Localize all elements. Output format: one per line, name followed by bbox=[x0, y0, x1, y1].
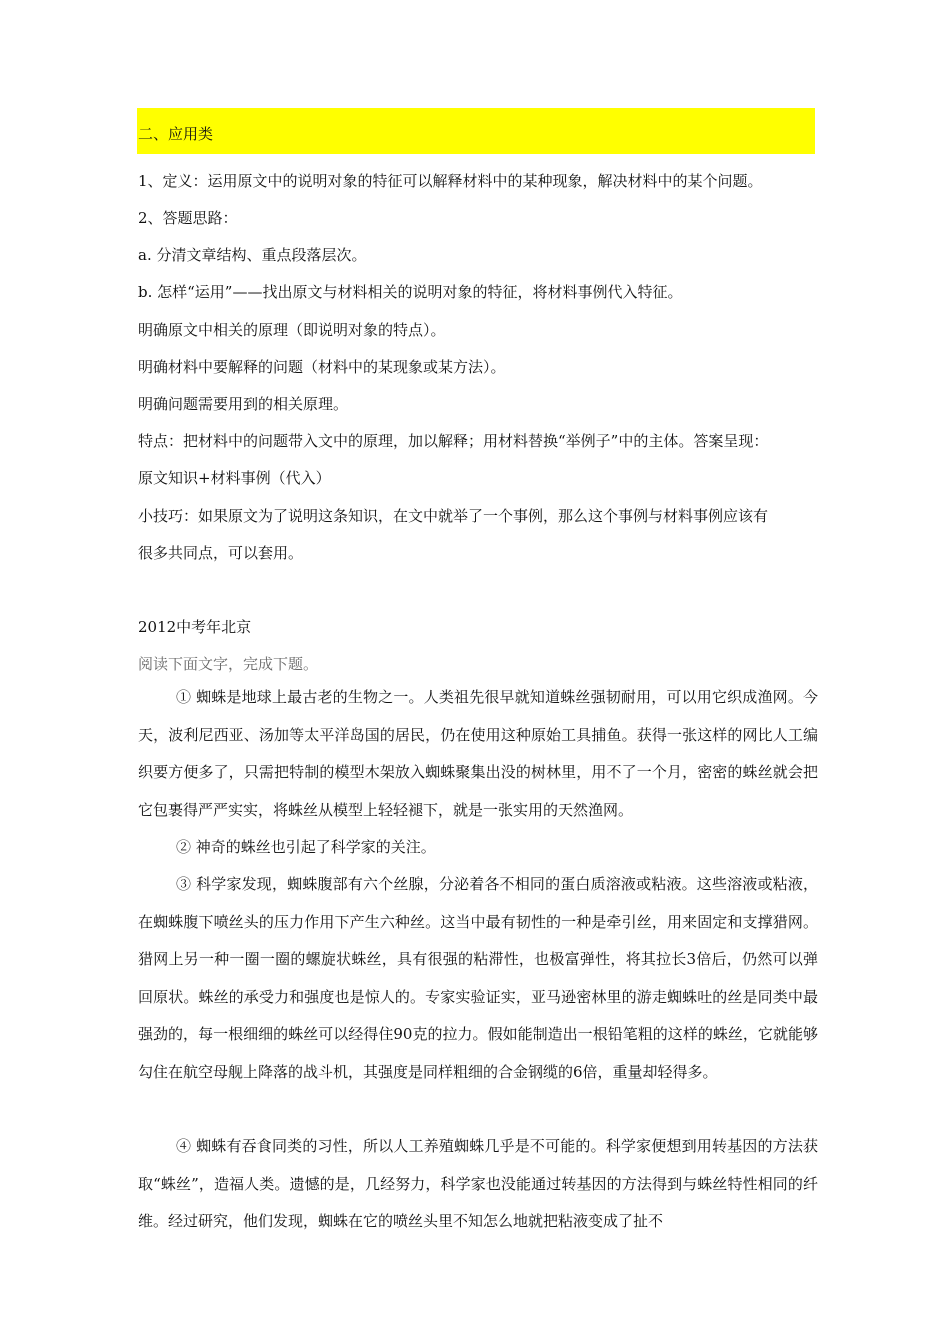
article-paragraph-3: ③ 科学家发现，蜘蛛腹部有六个丝腺，分泌着各不相同的蛋白质溶液或粘液。这些溶液或粘液，在蜘蛛腹下喷丝头的压力作用下产生六种丝。这当中最有韧性的一种是牵引丝，用来固定和支撑猎网。猎网上另一种一圈一圈的螺旋状蛛丝，具有很强的粘滞性，也极富弹性，将其拉长3倍后，仍然可以弹回原状。蛛丝的承受力和强度也是惊人的。专家实验证实，亚马逊密林里的游走蜘蛛吐的丝是同类中最强劲的，每一根细细的蛛丝可以经得住90克的拉力。假如能制造出一根铅笔粗的这样的蛛丝，它就能够勾住在航空母舰上降落的战斗机，其强度是同样粗细的合金钢缆的6倍，重量却轻得多。 bbox=[138, 875, 818, 1081]
exam-title: 2012中考年北京 bbox=[138, 618, 252, 636]
clarify-principle-text: 明确原文中相关的原理（即说明对象的特点）。 bbox=[138, 321, 446, 339]
feature-text-line1: 特点：把材料中的问题带入文中的原理，加以解释；用材料替换“举例子”中的主体。答案呈现： bbox=[138, 432, 769, 450]
feature-text-line2: 原文知识+材料事例（代入） bbox=[138, 469, 331, 487]
reading-instruction: 阅读下面文字，完成下题。 bbox=[138, 655, 319, 673]
article-paragraph-2: ② 神奇的蛛丝也引起了科学家的关注。 bbox=[176, 838, 436, 856]
article-paragraph-4: ④ 蜘蛛有吞食同类的习性，所以人工养殖蜘蛛几乎是不可能的。科学家便想到用转基因的方法获取“蛛丝”，造福人类。遗憾的是，几经努力，科学家也没能通过转基因的方法得到与蛛丝特性相同的纤维。经过研究，他们发现，蜘蛛在它的喷丝头里不知怎么地就把粘液变成了扯不 bbox=[138, 1137, 818, 1231]
article-paragraph-1: ① 蜘蛛是地球上最古老的生物之一。人类祖先很早就知道蛛丝强韧耐用，可以用它织成渔网。今天，波利尼西亚、汤加等太平洋岛国的居民，仍在使用这种原始工具捕鱼。获得一张这样的网比人工编织要方便多了，只需把特制的模型木架放入蜘蛛聚集出没的树林里，用不了一个月，密密的蛛丝就会把它包裹得严严实实，将蛛丝从模型上轻轻褪下，就是一张实用的天然渔网。 bbox=[138, 688, 818, 819]
approach-title: 2、答题思路： bbox=[138, 209, 238, 227]
definition-text: 1、定义：运用原文中的说明对象的特征可以解释材料中的某种现象，解决材料中的某个问题。 bbox=[138, 172, 763, 190]
section-title: 二、应用类 bbox=[138, 125, 214, 143]
clarify-relation-text: 明确问题需要用到的相关原理。 bbox=[138, 395, 349, 413]
step-a-text: a. 分清文章结构、重点段落层次。 bbox=[138, 246, 367, 264]
clarify-problem-text: 明确材料中要解释的问题（材料中的某现象或某方法）。 bbox=[138, 358, 506, 376]
tip-text-line1: 小技巧：如果原文为了说明这条知识，在文中就举了一个事例，那么这个事例与材料事例应该有 bbox=[138, 507, 769, 525]
tip-text-line2: 很多共同点，可以套用。 bbox=[138, 544, 304, 562]
step-b-text: b. 怎样“运用”——找出原文与材料相关的说明对象的特征，将材料事例代入特征。 bbox=[138, 283, 683, 301]
